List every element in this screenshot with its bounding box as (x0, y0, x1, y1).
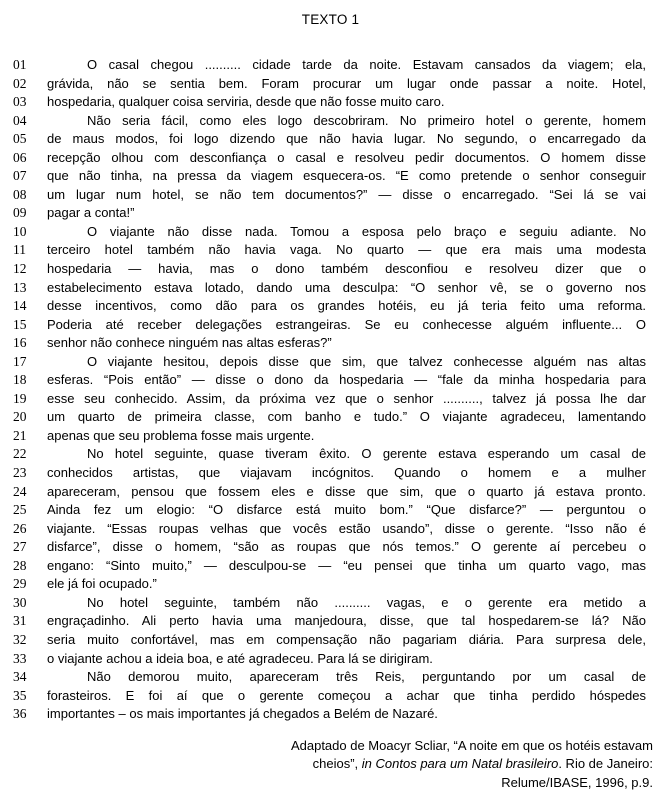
line-text: desse incentivos, como dão para os grandes hotéis, eu já teria feito uma reforma. (47, 298, 646, 314)
line-number: 10 (13, 223, 27, 239)
line-number: 04 (13, 112, 27, 128)
text-line (13, 390, 646, 409)
line-text: hospedaria, qualquer coisa serviria, desde que não fosse muito caro. (47, 94, 445, 110)
text-line (13, 501, 646, 520)
line-text: Ainda fez um elogio: “O disfarce está muito bom.” “Que disfarce?” — perguntou o (47, 502, 646, 518)
text-line (13, 557, 646, 576)
line-text: apenas que seu problema fosse mais urgente. (47, 427, 315, 443)
line-text: conhecidos artistas, que viajavam incógnitos. Quando o homem e a mulher (47, 465, 646, 481)
line-text: o viajante achou a ideia boa, e até agradeceu. Para lá se dirigiram. (47, 650, 433, 666)
line-number: 07 (13, 168, 27, 184)
text-line (13, 334, 646, 353)
line-number: 16 (13, 335, 27, 351)
line-number: 01 (13, 57, 27, 72)
line-text: Não demorou muito, apareceram três Reis, perguntando por um casal de (87, 669, 646, 685)
line-number: 20 (13, 409, 27, 425)
line-number: 27 (13, 539, 27, 555)
line-number: 28 (13, 557, 27, 573)
line-number: 06 (13, 149, 27, 165)
line-number: 18 (13, 372, 27, 388)
text-line (13, 241, 646, 260)
line-number: 24 (13, 483, 27, 499)
text-line (13, 705, 646, 724)
line-number: 13 (13, 279, 27, 295)
text-line (13, 371, 646, 390)
text-line (13, 408, 646, 427)
line-number: 08 (13, 186, 27, 202)
citation-italic-text: in Contos para um Natal brasileiro (361, 756, 559, 772)
page-title: TEXTO 1 (301, 12, 360, 27)
text-line (13, 260, 646, 279)
line-text: hospedaria — havia, mas o dono também desconfiou e resolveu dizer que o (47, 261, 646, 277)
line-text: disfarce”, disse o homem, “são as roupas que nós temos.” O gerente aí percebeu o (47, 539, 646, 555)
line-number: 33 (13, 650, 27, 666)
citation-text: Relume/IBASE, 1996, p.9. (501, 774, 653, 790)
line-number: 15 (13, 316, 27, 332)
line-number: 26 (13, 520, 27, 536)
citation-text: cheios”, (312, 756, 362, 772)
line-number: 19 (13, 390, 27, 406)
line-text: grávida, não se sentia bem. Foram procurar um lugar onde passar a noite. Hotel, (47, 75, 646, 91)
line-number: 05 (13, 131, 27, 147)
line-text: seria muito confortável, mas em compensação não pagariam diária. Para surpresa dele, (47, 631, 646, 647)
line-text: No hotel seguinte, também não .......... vagas, e o gerente era metido a (87, 594, 646, 610)
text-line (13, 186, 646, 205)
text-line (13, 575, 646, 594)
line-text: O viajante não disse nada. Tomou a esposa pelo braço e seguiu adiante. No (87, 223, 646, 239)
line-number: 23 (13, 465, 27, 481)
line-number: 03 (13, 94, 27, 110)
text-line (13, 353, 646, 372)
citation (233, 737, 653, 792)
line-number: 09 (13, 205, 27, 221)
line-text: recepção olhou com desconfiança o casal e resolveu pedir documentos. O homem disse (47, 149, 646, 165)
line-text: terceiro hotel também não havia vaga. No quarto — que era mais uma modesta (47, 242, 646, 258)
line-text: viajante. “Essas roupas velhas que vocês estão usando”, disse o gerente. “Isso não é (47, 520, 646, 536)
line-text: esse seu conhecido. Assim, da próxima vez que o senhor .........., talvez já possa lhe dar (47, 390, 646, 406)
text-line (13, 56, 646, 75)
text-line (13, 93, 646, 112)
text-line (13, 279, 646, 298)
citation-text: Adaptado de Moacyr Scliar, “A noite em que os hotéis estavam (290, 738, 653, 753)
citation-line (233, 737, 653, 755)
line-number: 35 (13, 687, 27, 703)
text-line (13, 445, 646, 464)
text-line (13, 650, 646, 669)
line-number: 12 (13, 261, 27, 277)
line-text: importantes – os mais importantes já chegados a Belém de Nazaré. (47, 706, 438, 722)
line-text: engano: “Sinto muito,” — desculpou-se — “eu pensei que tinha um quarto vago, mas (47, 557, 646, 573)
line-number: 11 (13, 242, 26, 258)
line-number: 30 (13, 594, 27, 610)
text-line (13, 75, 646, 94)
text-line (13, 149, 646, 168)
line-text: engraçadinho. Ali perto havia uma manjedoura, disse, que tal hospedarem-se lá? Não (47, 613, 646, 629)
line-number: 14 (13, 298, 27, 314)
line-number: 22 (13, 446, 27, 462)
text-line (13, 297, 646, 316)
line-text: O viajante hesitou, depois disse que sim, que talvez conhecesse alguém nas altas (87, 353, 646, 369)
text-line (13, 167, 646, 186)
line-number: 36 (13, 706, 27, 722)
line-number: 02 (13, 75, 27, 91)
text-line (13, 631, 646, 650)
line-text: pagar a conta!” (47, 205, 135, 221)
line-text: senhor não conhece ninguém nas altas esferas?” (47, 335, 332, 351)
citation-line (233, 755, 653, 773)
line-text: de maus modos, foi logo dizendo que não havia lugar. No segundo, o encarregado da (47, 131, 646, 147)
text-line (13, 464, 646, 483)
line-text: esferas. “Pois então” — disse o dono da hospedaria — “fale da minha hospedaria para (47, 372, 646, 388)
text-line (13, 112, 646, 131)
text-line (13, 316, 646, 335)
line-number: 29 (13, 576, 27, 592)
text-line (13, 130, 646, 149)
line-text: ele já foi ocupado.” (47, 576, 157, 592)
line-number: 21 (13, 427, 27, 443)
text-line (13, 223, 646, 242)
text-line (13, 520, 646, 539)
line-number: 34 (13, 669, 27, 685)
line-text: que não tinha, na pressa da viagem esquecera-os. “E como pretende o senhor conseguir (47, 168, 646, 184)
line-text: No hotel seguinte, quase tiveram êxito. O gerente estava esperando um casal de (87, 446, 646, 462)
line-text: Poderia até receber delegações estrangeiras. Se eu conhecesse alguém influente... O (47, 316, 646, 332)
text-lines (13, 56, 646, 724)
line-text: apareceram, pensou que fossem eles e disse que sim, que o quarto já estava pronto. (47, 483, 646, 499)
text-line (13, 427, 646, 446)
line-number: 25 (13, 502, 27, 518)
line-text: estabelecimento estava lotado, dando uma desculpa: “O senhor vê, se o governo nos (47, 279, 646, 295)
text-line (13, 483, 646, 502)
text-line (13, 668, 646, 687)
line-text: um quarto de primeira classe, com banho e tudo.” O viajante agradeceu, lamentando (47, 409, 646, 425)
line-number: 17 (13, 353, 27, 369)
text-line (13, 687, 646, 706)
text-line (13, 594, 646, 613)
text-line (13, 538, 646, 557)
citation-text: . Rio de Janeiro: (558, 756, 653, 772)
text-line (13, 612, 646, 631)
text-line (13, 204, 646, 223)
line-text: Não seria fácil, como eles logo descobriram. No primeiro hotel o gerente, homem (87, 112, 646, 128)
line-text: forasteiros. E foi aí que o gerente começou a achar que tinha perdido hóspedes (47, 687, 646, 703)
line-number: 32 (13, 631, 27, 647)
line-number: 31 (13, 613, 27, 629)
line-text: O casal chegou .......... cidade tarde da noite. Estavam cansados da viagem; ela, (87, 57, 646, 72)
line-text: um lugar num hotel, se não tem documentos?” — disse o encarregado. “Sei lá se vai (47, 186, 646, 202)
citation-line (233, 774, 653, 792)
